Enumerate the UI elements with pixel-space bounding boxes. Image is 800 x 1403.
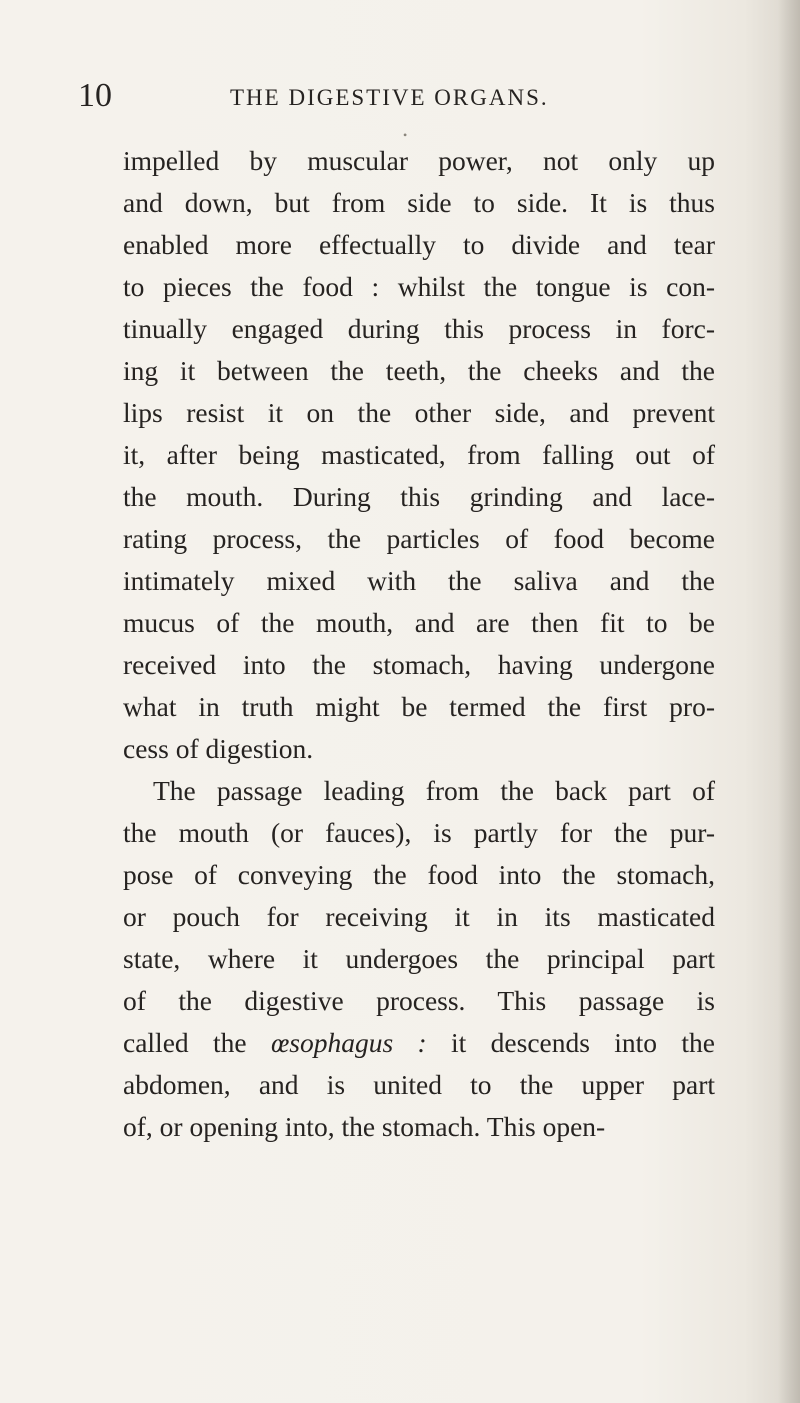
page-number: 10 bbox=[78, 77, 112, 114]
text-line: tinually engaged during this process in forc- bbox=[123, 313, 715, 344]
text-line: ing it between the teeth, the cheeks and the bbox=[123, 355, 715, 386]
text-line: the mouth. During this grinding and lace- bbox=[123, 481, 715, 512]
text-line-with-term bbox=[123, 1022, 715, 1064]
text-fragment: called the bbox=[123, 1027, 247, 1058]
text-line: impelled by muscular power, not only up bbox=[123, 145, 715, 176]
text-line: the mouth (or fauces), is partly for the pur- bbox=[123, 817, 715, 848]
text-line: rating process, the particles of food become bbox=[123, 523, 715, 554]
text-line: mucus of the mouth, and are then fit to be bbox=[123, 607, 715, 638]
text-line: abdomen, and is united to the upper part bbox=[123, 1069, 715, 1100]
paragraph-2 bbox=[123, 770, 715, 1148]
running-title: THE DIGESTIVE ORGANS. bbox=[230, 85, 549, 110]
text-line: lips resist it on the other side, and prevent bbox=[123, 397, 715, 428]
text-line: what in truth might be termed the first pro- bbox=[123, 691, 715, 722]
text-line: intimately mixed with the saliva and the bbox=[123, 565, 715, 596]
text-line: of, or opening into, the stomach. This open- bbox=[123, 1111, 606, 1142]
text-line: of the digestive process. This passage is bbox=[123, 985, 715, 1016]
body-text bbox=[123, 140, 715, 1148]
text-line: enabled more effectually to divide and tear bbox=[123, 229, 715, 260]
ornament-dot: • bbox=[403, 128, 408, 142]
text-line: and down, but from side to side. It is thus bbox=[123, 187, 715, 218]
text-line: received into the stomach, having undergone bbox=[123, 649, 715, 680]
text-line: state, where it undergoes the principal part bbox=[123, 943, 715, 974]
italic-term: œsophagus : bbox=[270, 1027, 427, 1058]
page-edge-shadow bbox=[778, 0, 800, 1403]
text-line: cess of digestion. bbox=[123, 733, 314, 764]
text-line: or pouch for receiving it in its masticated bbox=[123, 901, 715, 932]
text-fragment: it descends into the bbox=[451, 1027, 715, 1058]
text-line: The passage leading from the back part of bbox=[153, 775, 715, 806]
text-line: pose of conveying the food into the stomach, bbox=[123, 859, 715, 890]
paragraph-1 bbox=[123, 140, 715, 770]
text-line: to pieces the food : whilst the tongue is con- bbox=[123, 271, 715, 302]
page-header bbox=[78, 76, 718, 124]
text-line: it, after being masticated, from falling out of bbox=[123, 439, 715, 470]
